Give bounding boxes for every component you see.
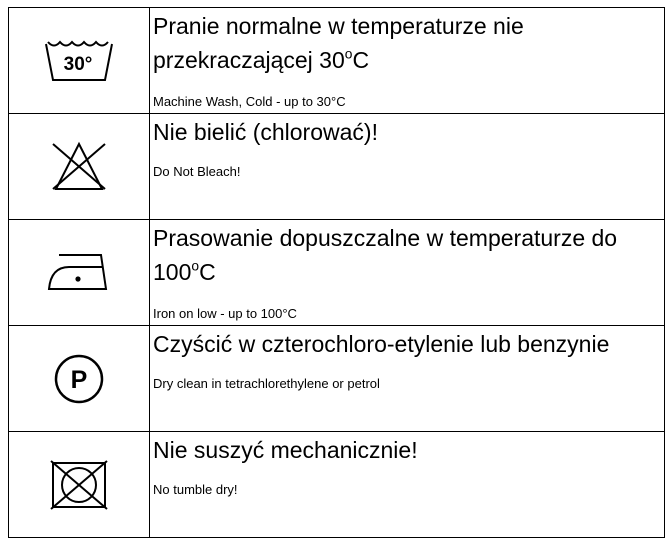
care-row-tumble-dry bbox=[9, 432, 665, 538]
polish-instruction: Czyścić w czterochloro-etylenie lub benzynie bbox=[153, 331, 610, 357]
text-cell bbox=[150, 114, 665, 220]
icon-cell bbox=[9, 220, 150, 326]
no-tumble-dry-icon bbox=[49, 460, 109, 510]
do-not-bleach-icon bbox=[48, 141, 110, 193]
care-row-iron bbox=[9, 220, 665, 326]
wash-30-icon bbox=[44, 38, 114, 84]
english-instruction: Do Not Bleach! bbox=[153, 164, 241, 179]
icon-cell bbox=[9, 326, 150, 432]
english-instruction: No tumble dry! bbox=[153, 482, 238, 497]
dry-clean-letter: P bbox=[70, 365, 88, 394]
care-row-bleach bbox=[9, 114, 665, 220]
icon-cell bbox=[9, 432, 150, 538]
polish-instruction: Nie bielić (chlorować)! bbox=[153, 119, 378, 145]
care-row-dry-clean bbox=[9, 326, 665, 432]
dry-clean-p-icon bbox=[53, 353, 105, 405]
iron-low-icon bbox=[47, 253, 111, 293]
text-cell bbox=[150, 432, 665, 538]
text-cell bbox=[150, 8, 665, 114]
text-cell bbox=[150, 220, 665, 326]
polish-instruction: Prasowanie dopuszczalne w temperaturze do 100$^o$C bbox=[153, 225, 618, 285]
english-instruction: Machine Wash, Cold - up to 30°C bbox=[153, 94, 346, 109]
polish-instruction: Nie suszyć mechanicznie! bbox=[153, 437, 418, 463]
polish-instruction: Pranie normalne w temperaturze nie przekraczającej 30$^o$C bbox=[153, 13, 524, 73]
icon-cell bbox=[9, 114, 150, 220]
wash-temp-label: 30° bbox=[63, 53, 93, 75]
care-row-wash bbox=[9, 8, 665, 114]
text-cell bbox=[150, 326, 665, 432]
english-instruction: Dry clean in tetrachlorethylene or petrol bbox=[153, 376, 380, 391]
english-instruction: Iron on low - up to 100°C bbox=[153, 306, 297, 321]
care-instructions-table bbox=[8, 7, 665, 538]
icon-cell bbox=[9, 8, 150, 114]
